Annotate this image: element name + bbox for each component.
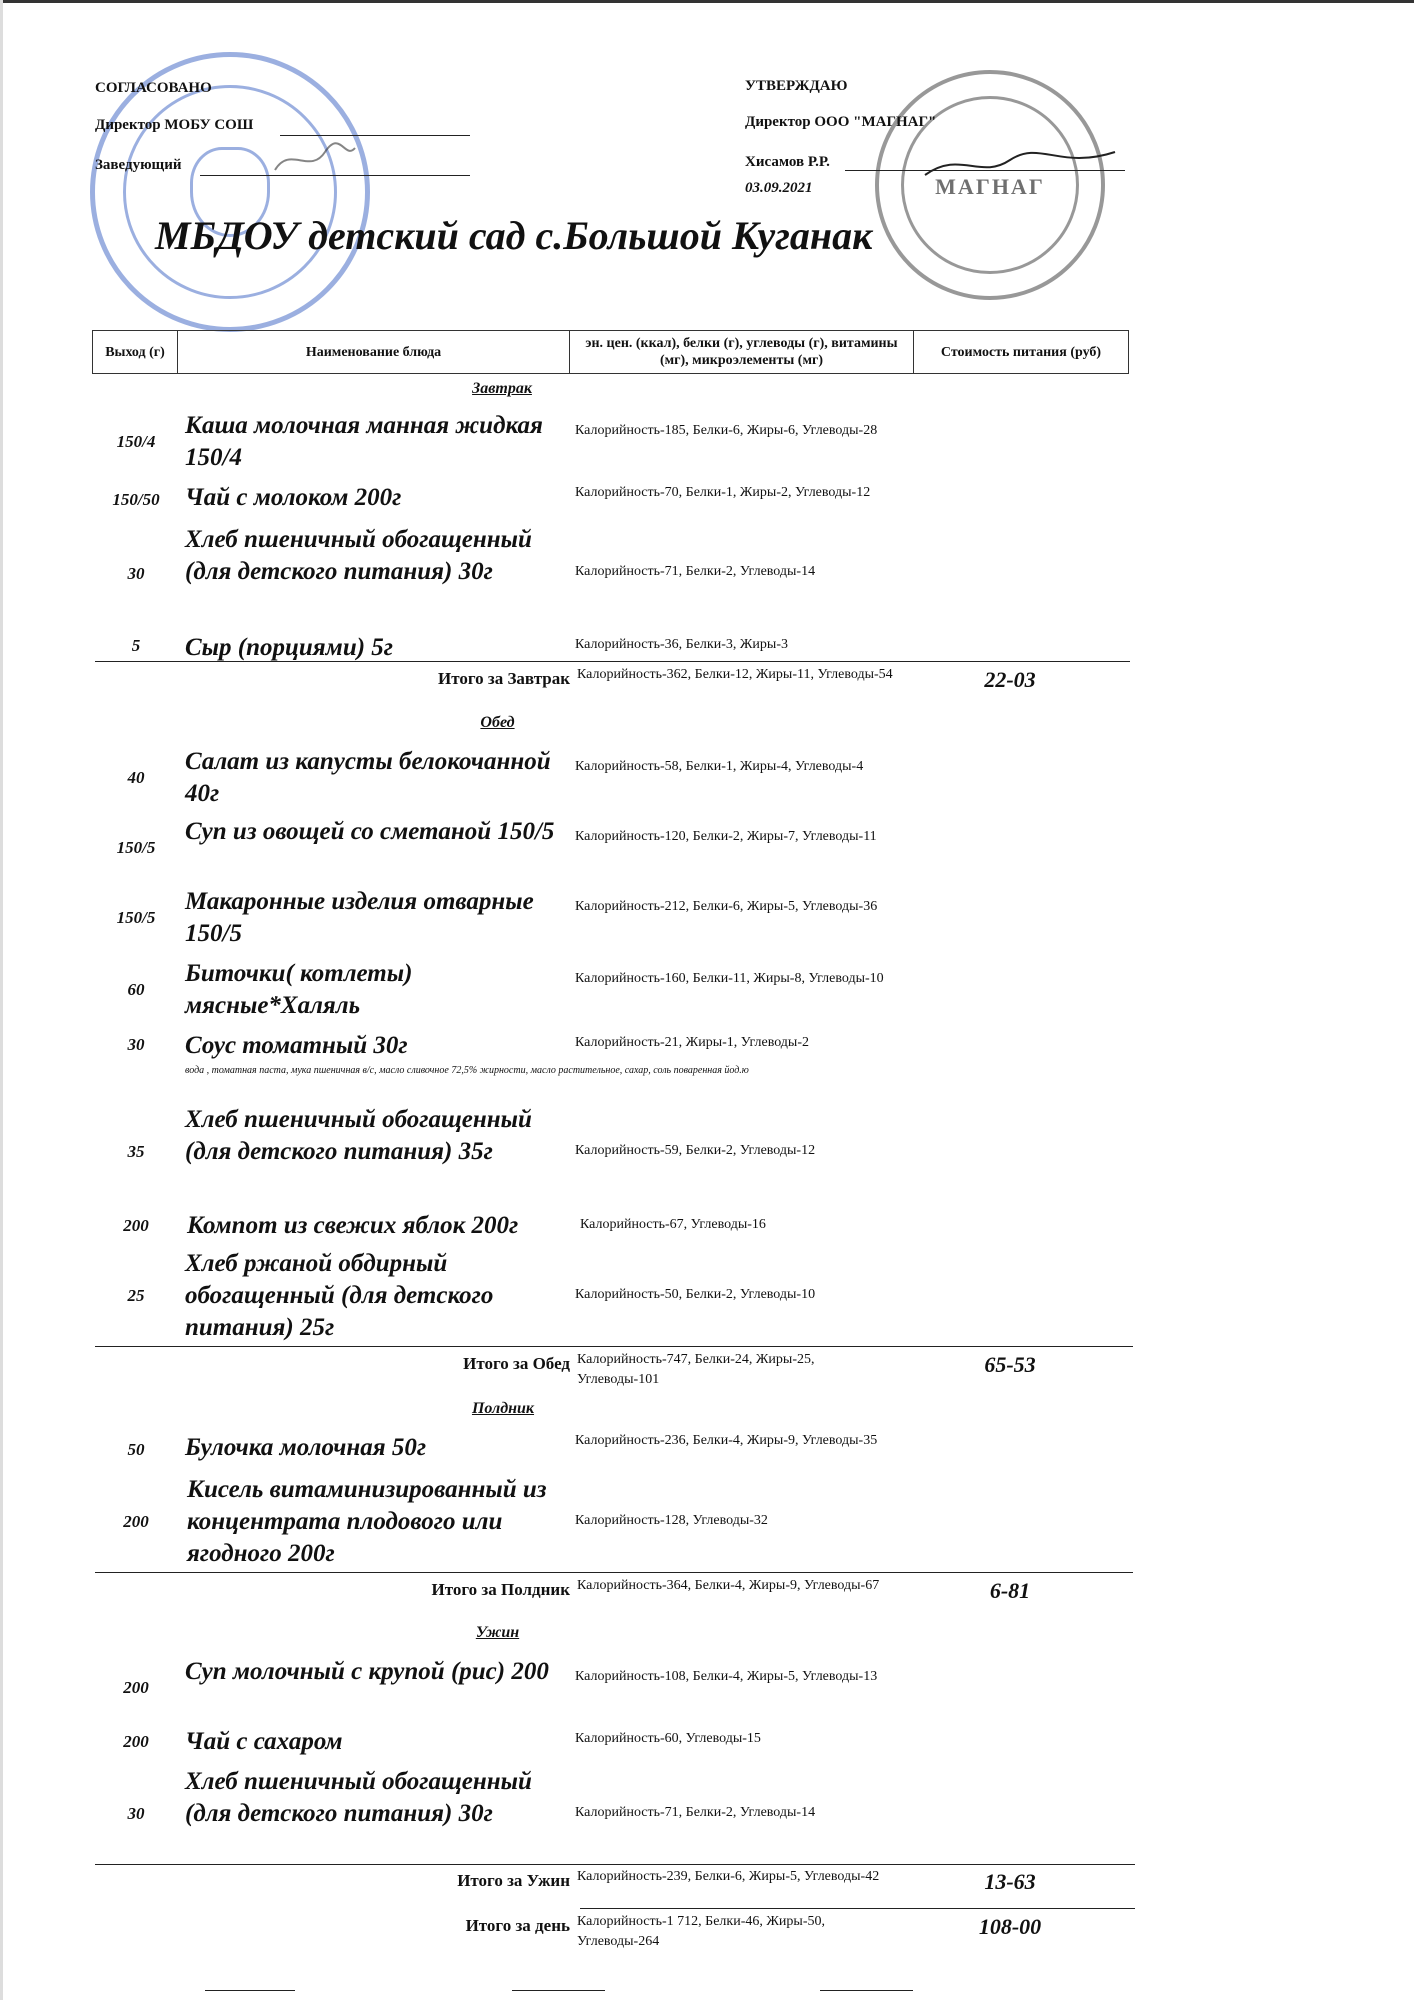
approval-date: 03.09.2021: [745, 180, 813, 196]
menu-row: [95, 632, 1135, 664]
dish-name: Чай с молоком 200г: [185, 484, 402, 511]
dish-name: Салат из капусты белокочанной 40г: [185, 748, 551, 807]
yield-value: 25: [127, 1286, 145, 1305]
nutrition-value: Калорийность-50, Белки-2, Углеводы-10: [575, 1287, 816, 1302]
dish-name: Кисель витаминизированный из концентрата плодового или ягодного 200г: [187, 1476, 547, 1567]
nutrition-value: Калорийность-58, Белки-1, Жиры-4, Углеводы-4: [575, 759, 864, 774]
scan-top-edge: [0, 0, 1414, 3]
bottom-signature-line: [205, 1990, 295, 1991]
menu-row: [95, 816, 1135, 880]
dish-name: Сыр (порциями) 5г: [185, 634, 394, 661]
nutrition-value: Калорийность-236, Белки-4, Жиры-9, Углеводы-35: [575, 1433, 878, 1448]
total-nutrition: Калорийность-362, Белки-12, Жиры-11, Углеводы-54: [577, 667, 893, 682]
signature-line-head: [200, 175, 470, 176]
dish-name: Биточки( котлеты) мясные*Халяль: [185, 960, 413, 1019]
yield-value: 200: [123, 1732, 149, 1751]
nutrition-value: Калорийность-71, Белки-2, Углеводы-14: [575, 564, 816, 579]
yield-value: 200: [123, 1678, 149, 1697]
nutrition-value: Калорийность-21, Жиры-1, Углеводы-2: [575, 1035, 810, 1050]
dish-name: Булочка молочная 50г: [185, 1434, 427, 1461]
menu-row: [95, 958, 1135, 1022]
dish-name: Суп из овощей со сметаной 150/5: [185, 818, 555, 845]
menu-row: [95, 1104, 1135, 1202]
menu-row: [95, 1430, 1135, 1470]
yield-value: 5: [131, 636, 141, 655]
recipe-note: вода , томатная паста, мука пшеничная в/с, масло сливочное 72,5% жирности, масло растительное, сахар, соль поваренная йод.ю: [185, 1065, 749, 1076]
day-total-nutrition: Калорийность-1 712, Белки-46, Жиры-50, Углеводы-264: [577, 1914, 825, 1949]
menu-row: [95, 524, 1135, 624]
bottom-signature-line: [820, 1990, 913, 1991]
total-cost: 6-81: [989, 1578, 1031, 1603]
col-header-nutrition: эн. цен. (ккал), белки (г), углеводы (г), витамины (мг), микроэлементы (мг): [569, 330, 914, 374]
nutrition-value: Калорийность-36, Белки-3, Жиры-3: [575, 637, 788, 652]
yield-value: 150/5: [116, 838, 156, 857]
menu-row: [95, 1766, 1135, 1864]
section-title-dinner: Ужин: [475, 1624, 520, 1641]
col-header-yield: Выход (г): [92, 330, 178, 374]
signature-line-director-left: [280, 135, 470, 136]
dish-name: Соус томатный 30г: [185, 1032, 408, 1059]
yield-value: 30: [127, 564, 145, 583]
nutrition-value: Калорийность-70, Белки-1, Жиры-2, Углеводы-12: [575, 485, 871, 500]
nutrition-value: Калорийность-120, Белки-2, Жиры-7, Углеводы-11: [575, 829, 877, 844]
day-total-cost: 108-00: [978, 1914, 1042, 1939]
menu-row: [95, 482, 1135, 518]
total-label: Итого за Завтрак: [437, 669, 570, 688]
section-total-row: [95, 1867, 1135, 1909]
total-divider: [95, 1864, 1135, 1865]
nutrition-value: Калорийность-185, Белки-6, Жиры-6, Углеводы-28: [575, 423, 878, 438]
col-header-cost: Стоимость питания (руб): [913, 330, 1129, 374]
signature-left: [270, 140, 360, 180]
section-title-breakfast: Завтрак: [472, 380, 532, 397]
dish-name: Чай с сахаром: [185, 1728, 343, 1755]
dish-name: Хлеб пшеничный обогащенный (для детского питания) 35г: [185, 1106, 532, 1165]
director-name: Хисамов Р.Р.: [745, 154, 830, 170]
section-total-row: [95, 665, 1135, 707]
nutrition-value: Калорийность-67, Углеводы-16: [580, 1217, 766, 1232]
total-cost: 22-03: [984, 667, 1036, 692]
dish-name: Хлеб пшеничный обогащенный (для детского питания) 30г: [185, 526, 532, 585]
stamp-logo-text: МАГНАГ: [935, 174, 1045, 199]
day-total-row: [95, 1912, 1135, 1956]
signature-line-director-right: [845, 170, 1125, 171]
menu-row: [95, 886, 1135, 950]
nutrition-value: Калорийность-128, Углеводы-32: [575, 1513, 768, 1528]
page-title: МБДОУ детский сад с.Большой Куганак: [155, 213, 873, 258]
nutrition-value: Калорийность-212, Белки-6, Жиры-5, Углеводы-36: [575, 899, 878, 914]
nutrition-value: Калорийность-71, Белки-2, Углеводы-14: [575, 1805, 816, 1820]
dish-name: Макаронные изделия отварные 150/5: [185, 888, 534, 947]
menu-row: [95, 746, 1135, 810]
bottom-signature-line: [512, 1990, 605, 1991]
yield-value: 30: [127, 1804, 145, 1823]
menu-row: [95, 410, 1135, 472]
yield-value: 50: [127, 1440, 145, 1459]
total-cost: 65-53: [984, 1352, 1036, 1377]
director-label-left: Директор МОБУ СОШ: [95, 117, 254, 133]
menu-row: [95, 1474, 1135, 1572]
total-nutrition: Калорийность-239, Белки-6, Жиры-5, Углеводы-42: [577, 1869, 880, 1884]
total-divider: [95, 1572, 1133, 1573]
yield-value: 35: [127, 1142, 145, 1161]
total-nutrition: Калорийность-747, Белки-24, Жиры-25, Углеводы-101: [577, 1352, 815, 1387]
yield-value: 150/4: [116, 432, 156, 451]
director-label-right: Директор ООО "МАГНАГ": [745, 114, 937, 130]
total-label: Итого за Полдник: [431, 1580, 570, 1599]
dish-name: Хлеб пшеничный обогащенный (для детского питания) 30г: [185, 1768, 532, 1827]
agreed-label: СОГЛАСОВАНО: [95, 80, 212, 96]
dish-name: Компот из свежих яблок 200г: [187, 1212, 519, 1239]
menu-row: [95, 1030, 1135, 1104]
menu-row: [95, 1656, 1135, 1720]
day-total-divider: [580, 1908, 1135, 1909]
nutrition-value: Калорийность-59, Белки-2, Углеводы-12: [575, 1143, 816, 1158]
scan-left-edge: [0, 0, 3, 2000]
yield-value: 150/5: [116, 908, 156, 927]
total-divider: [95, 661, 1130, 662]
yield-value: 40: [127, 768, 145, 787]
signature-right: [920, 140, 1120, 190]
menu-row: [95, 1210, 1135, 1244]
total-cost: 13-63: [984, 1869, 1036, 1894]
section-title-lunch: Обед: [480, 714, 515, 731]
nutrition-value: Калорийность-160, Белки-11, Жиры-8, Углеводы-10: [575, 971, 884, 986]
total-label: Итого за Ужин: [457, 1871, 570, 1890]
day-total-label: Итого за день: [465, 1916, 570, 1935]
menu-row: [95, 1726, 1135, 1760]
menu-row: [95, 1248, 1135, 1346]
yield-value: 200: [123, 1512, 149, 1531]
nutrition-value: Калорийность-108, Белки-4, Жиры-5, Углеводы-13: [575, 1669, 878, 1684]
total-nutrition: Калорийность-364, Белки-4, Жиры-9, Углеводы-67: [577, 1578, 880, 1593]
dish-name: Хлеб ржаной обдирный обогащенный (для детского питания) 25г: [185, 1250, 494, 1341]
section-total-row: [95, 1576, 1135, 1618]
total-divider: [95, 1346, 1133, 1347]
yield-value: 200: [123, 1216, 149, 1235]
approve-label: УТВЕРЖДАЮ: [745, 78, 848, 94]
section-total-row: [95, 1350, 1135, 1392]
nutrition-value: Калорийность-60, Углеводы-15: [575, 1731, 761, 1746]
yield-value: 150/50: [112, 490, 160, 509]
head-label: Заведующий: [95, 157, 182, 173]
dish-name: Каша молочная манная жидкая 150/4: [185, 412, 543, 471]
yield-value: 30: [127, 1035, 145, 1054]
total-label: Итого за Обед: [463, 1354, 570, 1373]
col-header-dish: Наименование блюда: [177, 330, 570, 374]
yield-value: 60: [127, 980, 145, 999]
dish-name: Суп молочный с крупой (рис) 200: [185, 1658, 549, 1685]
section-title-snack: Полдник: [471, 1400, 535, 1417]
